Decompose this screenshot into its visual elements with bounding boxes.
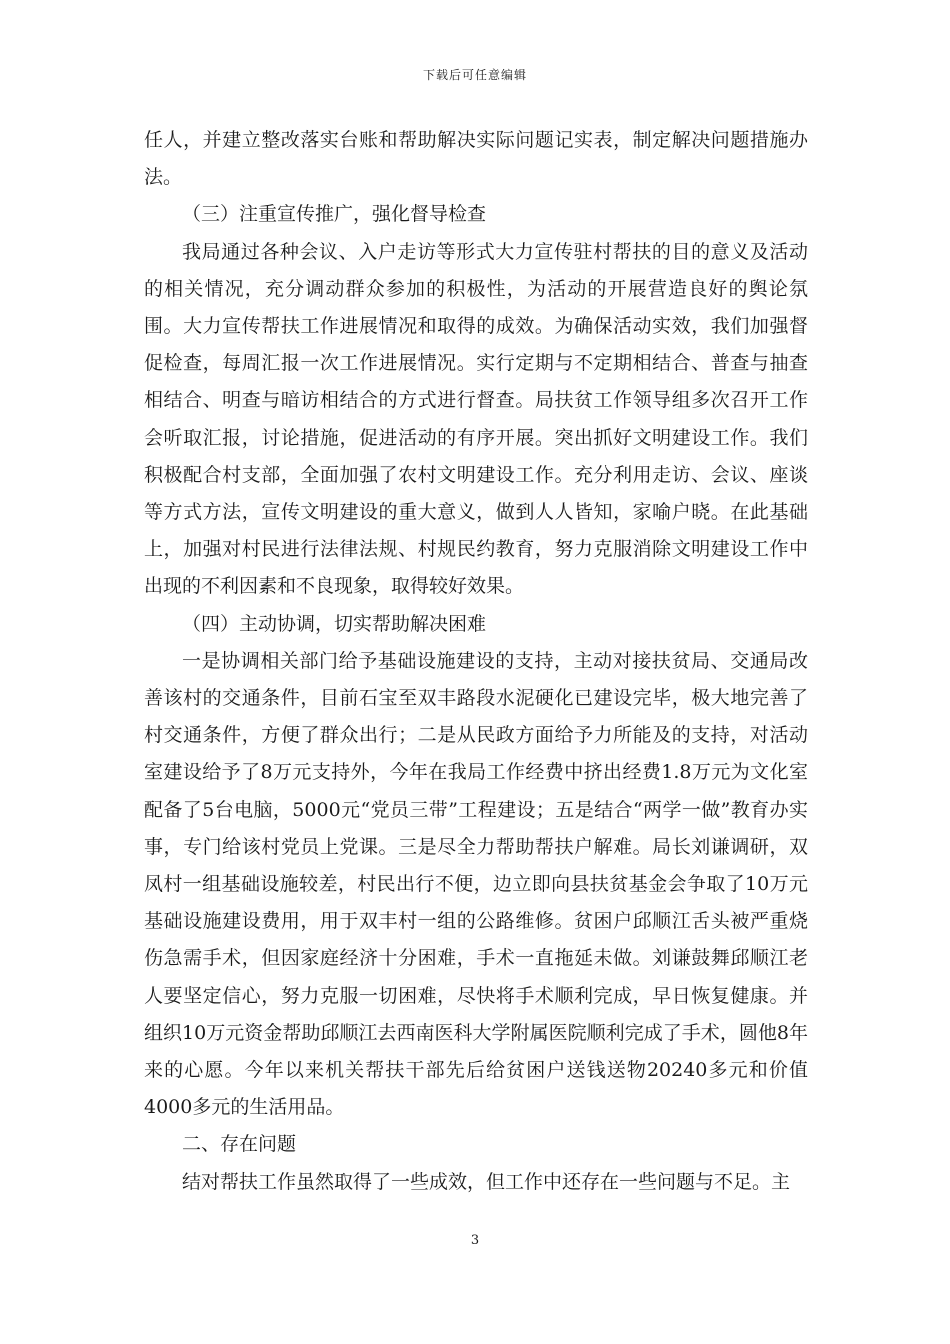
page-number: 3 — [470, 1233, 480, 1248]
paragraph-3: 一是协调相关部门给予基础设施建设的支持，主动对接扶贫局、交通局改善该村的交通条件，目前石宝至双丰路段水泥硬化已建设完毕，极大地完善了村交通条件，方便了群众出行；二是从民政方面给予力所能及的支持，对活动室建设给予了8万元支持外，今年在我局工作经费中挤出经费1.8万元为文化室配备了5台电脑，5000元“党员三带”工程建设；五是结合“两学一做”教育办实事，专门给该村党员上党课。三是尽全力帮助帮扶户解难。局长刘谦调研，双凤村一组基础设施较差，村民出行不便，边立即向县扶贫基金会争取了10万元基础设施建设费用，用于双丰村一组的公路维修。贫困户邱顺江舌头被严重烧伤急需手术，但因家庭经济十分困难，手术一直拖延未做。刘谦鼓舞邱顺江老人要坚定信心，努力克服一切困难，尽快将手术顺利完成，早日恢复健康。并组织10万元资金帮助邱顺江去西南医科大学附属医院顺利完成了手术，圆他8年来的心愿。今年以来机关帮扶干部先后给贫困户送钱送物20240多元和价值4000多元的生活用品。 — [144, 649, 808, 1119]
document-body — [144, 122, 808, 1201]
paragraph-4: 结对帮扶工作虽然取得了一些成效，但工作中还存在一些问题与不足。主 — [182, 1170, 791, 1193]
section-heading-problems: 二、存在问题 — [182, 1133, 297, 1156]
paragraph-2: 我局通过各种会议、入户走访等形式大力宣传驻村帮扶的目的意义及活动的相关情况，充分调动群众参加的积极性，为活动的开展营造良好的舆论氛围。大力宣传帮扶工作进展情况和取得的成效。为确保活动实效，我们加强督促检查，每周汇报一次工作进展情况。实行定期与不定期相结合、普查与抽查相结合、明查与暗访相结合的方式进行督查。局扶贫工作领导组多次召开工作会听取汇报，讨论措施，促进活动的有序开展。突出抓好文明建设工作。我们积极配合村支部，全面加强了农村文明建设工作。充分利用走访、会议、座谈等方式方法，宣传文明建设的重大意义，做到人人皆知，家喻户晓。在此基础上，加强对村民进行法律法规、村规民约教育，努力克服消除文明建设工作中出现的不利因素和不良现象，取得较好效果。 — [144, 240, 808, 598]
paragraph-1: 任人，并建立整改落实台账和帮助解决实际问题记实表，制定解决问题措施办法。 — [144, 129, 808, 189]
page-header: 下载后可任意编辑 — [422, 68, 527, 82]
section-heading-4: （四）主动协调，切实帮助解决困难 — [182, 612, 487, 635]
section-heading-3: （三）注重宣传推广，强化督导检查 — [182, 203, 487, 226]
